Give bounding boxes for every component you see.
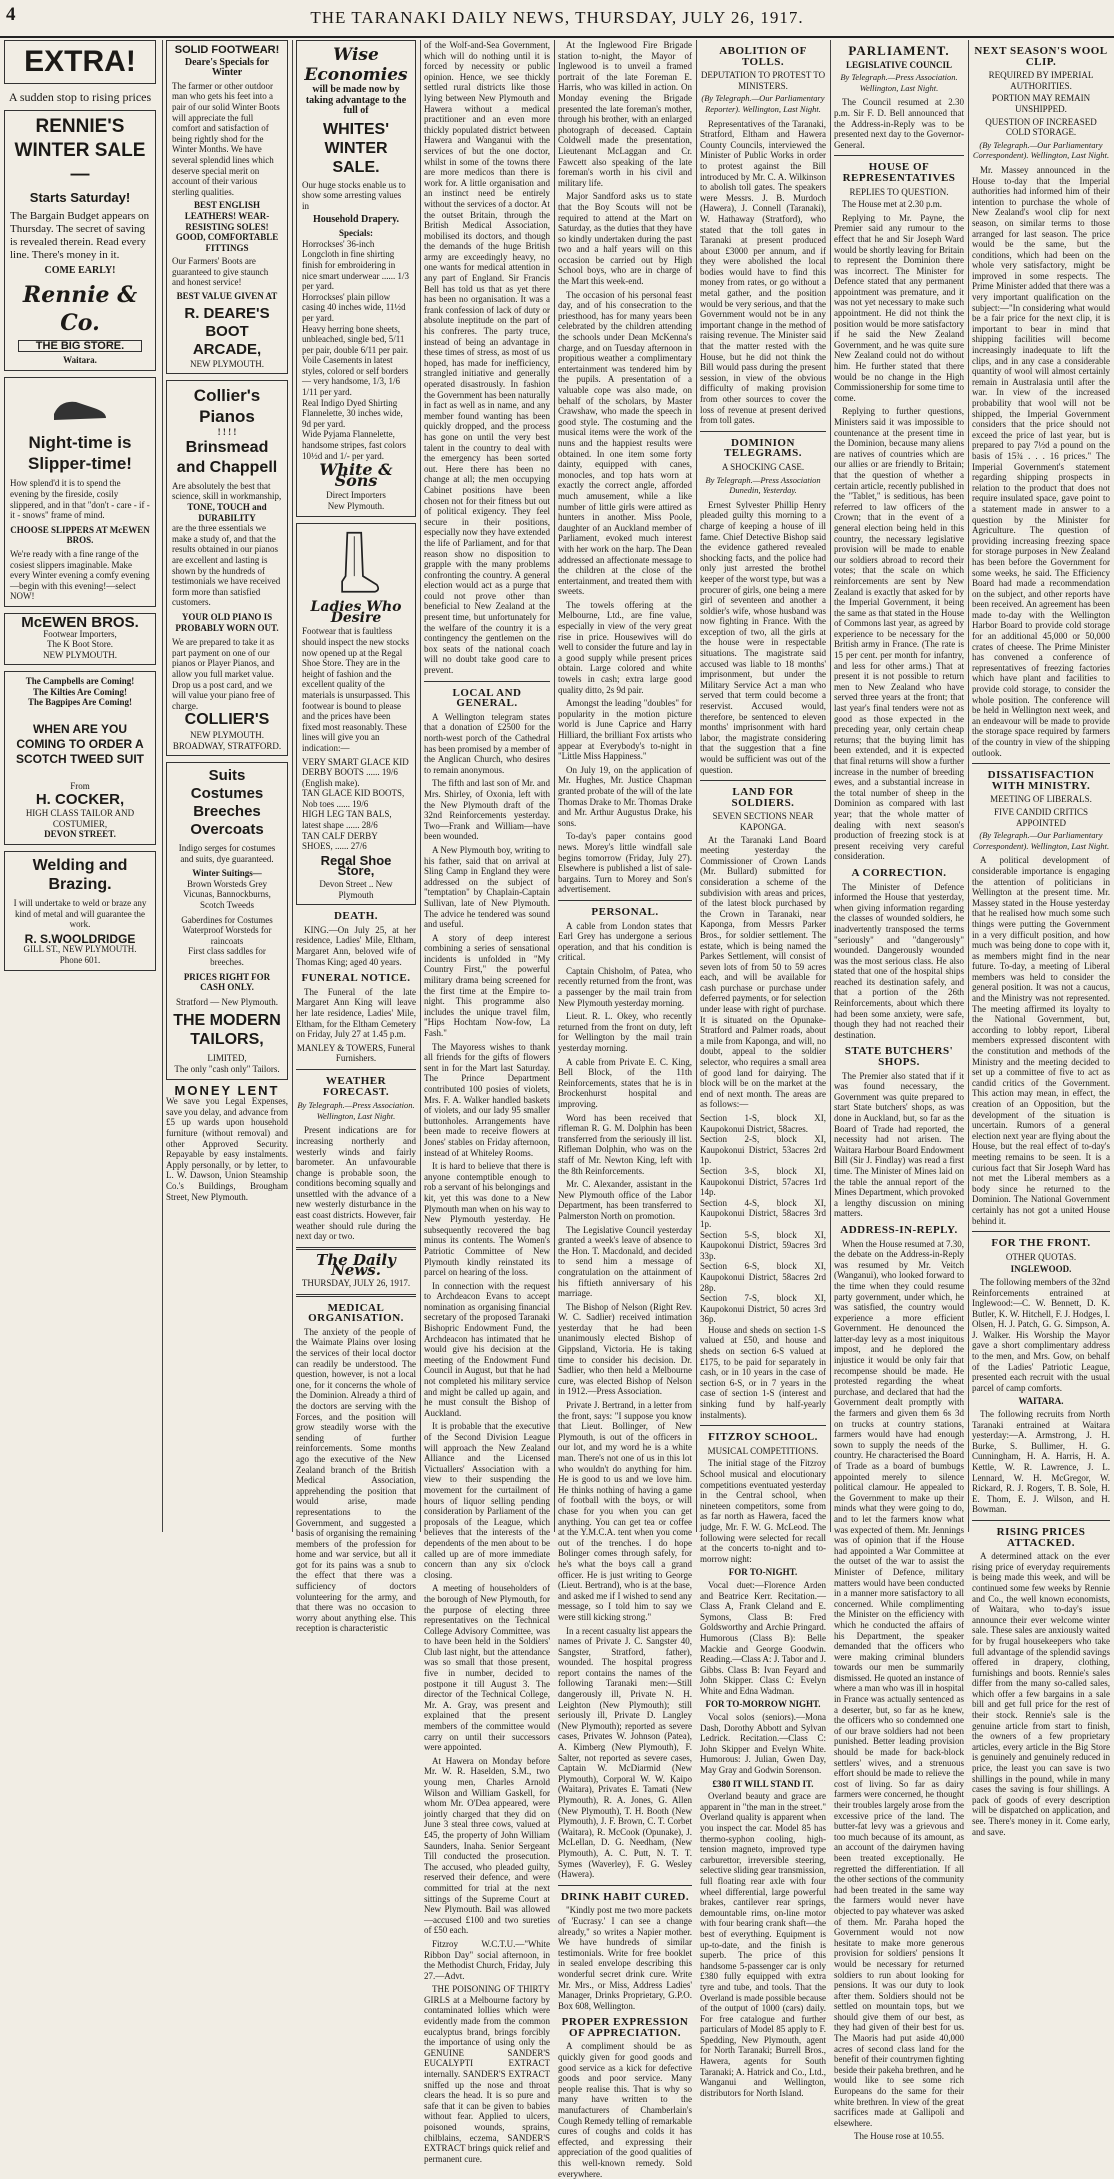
- column-4: of the Wolf-and-Sea Government, which will do nothing until it is forced by necessity or public opinion. Hence, we see thickly settled rural districts like those lying between New Plymouth and Hawera without a medical practitioner and an even more thickly populated district between Hawera and Wanganui with the services of but the one doctor, whilst in some of the towns there are more medicos than there is work for. A little organisation and an instinct need be entirely without the services of a doctor. At the outset Britain, through the British Medical Association, mobilised its doctors, and though the demands of the huge British army are exceedingly heavy, no one wants for medical attention in any part of England. Sir Francis Bell has told us that as yet there has been no organisation. It was a frank confession of lack of duty or absolute ineptitude on the part of his confreres. The party truce, instead of being an advantage in these times of stress, as most of us hoped, has made for inefficiency, strangled initiative and generally operated disastrously. In fashion the Government has been naturally in fact as well as in name, and any member found wanting has been quickly dropped, and the process has gone on until the very best talent in the country to deal with the emergency has been sorted out. Here there has been no change at all; the men occupying Cabinet positions have been chosen not for their fitness but out of political exigency. They feel secure in their positions, especially now they have extended the life of Parliament, and for that reason show no disposition to grapple with the many problems confronting the country. A general election would act as a purge that could not prove other than beneficial to New Zealand at the present time, but unfortunately for the welfare of the country it is a contingency the gentlemen on the box seats of the national coach will no doubt take good care to prevent. LOCAL AND GENERAL. A Wellington telegram states that a donation of £2500 for the north-west porch of the Cathedral has been promised by a member of the Anglican Church, who desires to remain anonymous. The fifth and last son of Mr. and Mrs. Shirley, of Oxonia, left with the New Plymouth draft of the 32nd Reinforcements yesterday. Two—Frank and William—have been wounded. A New Plymouth boy, writing to his father, said that on arrival at Sling Camp in England they were addressed on the subject of "temptation" by Chaplain-Captain Sullivan, late of New Plymouth. The advice he tendered was sound and useful. A story of deep interest combining a series of sensational incidents is unfolded in "My Country First," the powerful military drama being screened for the first time at the Empire to-night. This programme also includes the unique travel film, "Hips Hochtam Now-fow, La Fash." The Mayoress wishes to thank all friends for the gifts of flowers sent in for the Mart last Saturday. The Prince Department contributed 100 posies of violets, Mrs. F. A. Walker handled baskets of violets, and our lady 95 smaller buttonholes. Arrangements have been made to receive flowers at Jones' stables on Friday afternoon, instead of at Whiteley Rooms. It is hard to believe that there is anyone contemptible enough to rob a servant of his belongings and kit, yet this was done to a New Plymouth man when on his way to New Plymouth yesterday. He subsequently recovered the bag minus its contents. The Women's Patriotic Committee of New Plymouth kindly reinstated its parcel on hearing of the loss. In connection with the request to Archdeacon Evans to accept nomination as organising financial secretary of the proposed Taranaki Bishopric Endowment Fund, the Archdeacon has intimated that he would give his decision at the meeting of the Endowment Fund Council in August, but that he had not completed his military service and might be called up again, and he must consult the Bishop of Auckland. It is probable that the executive of the Second Division League will approach the New Zealand Alliance and the Licensed Victuallers' Association with a view to their suspending the movement for the curtailment of hours of liquor selling pending consideration by Parliament of the proposals of the League, which believes that the interests of the dependents of the men about to be called up are of more immediate concern than any six o'clock closing. A meeting of householders of the borough of New Plymouth, for the purpose of electing three representatives on the Technical College Advisory Committee, was to have been held in the Soldiers' Club last night, but the attendance was so small that those present, five in number, decided to postpone it till August 3. The director of the Technical College, Mr. A. Gray, was present and explained that the present members of the committee would carry on until their successors were appointed. At Hawera on Monday before Mr. W. R. Haselden, S.M., two young men, Charles Arnold Wilson and William Gaskell, for whom Mr. O'Dea appeared, were jointly charged that they did on June 3 steal three cows, valued at £45, the property of John William Saunders, Inaha. Senior Sergeant Till conducted the prosecution. The accused, who pleaded guilty, reserved their defence, and were committed for trial at the next sittings of the Supreme Court at New Plymouth. Bail was allowed—accused £100 and two sureties of £50 each. Fitzroy W.C.T.U.—"White Ribbon Day" social afternoon, in the Methodist Church, Friday, July 27.—Advt. THE POISONING OF THIRTY GIRLS at a Melbourne factory by contaminated lollies which were evidently made from the common eucalyptus brand, brings forcibly the importance of using only the GENUINE SANDER'S EUCALYPTI EXTRACT internally. SANDER'S EXTRACT sniffed up the nose and throat clears the head. It is so pure and safe that it can be given to babies without fear. Applied to ulcers, poisoned wounds, sprains, chilblains, eczema, SANDER'S EXTRACT brings quick relief and permanent cure.: [424, 40, 550, 2164]
- slipper-icon: [50, 386, 110, 426]
- paragraph: Fitzroy W.C.T.U.—"White Ribbon Day" social afternoon, in the Methodist Church, Friday, July 27.—Advt.: [424, 1938, 550, 1981]
- paragraph: Captain Chisholm, of Patea, who recently returned from the front, was a passenger by the mail train from New Plymouth yesterday morning.: [558, 965, 692, 1008]
- ad-mcewen: McEWEN BROS. Footwear Importers, The K Boot Store. NEW PLYMOUTH.: [4, 613, 156, 665]
- ad-deare: SOLID FOOTWEAR! Deare's Specials for Winter The farmer or other outdoor man who gets his feet into a pair of our solid Winter Boots will appreciate the full comfort and satisfaction of being rightly shod for the Winter Months. We have several splendid lines which deserve special merit on account of their various sterling qualities. BEST ENGLISH LEATHERS! WEAR-RESISTING SOLES! GOOD, COMFORTABLE FITTINGS Our Farmers' Boots are guaranteed to give staunch and honest service! BEST VALUE GIVEN AT R. DEARE'S BOOT ARCADE, NEW PLYMOUTH.: [166, 40, 288, 374]
- paragraph: Heavy herring bone sheets, unbleached, single bed, 5/11 per pair, double 6/11 per pair.: [302, 323, 409, 355]
- ad-welding: Welding and Brazing. I will undertake to weld or braze any kind of metal and will guarantee the work. R. S.WOOLDRIDGE GILL ST., NEW PLYMOUTH. Phone 601.: [4, 851, 156, 971]
- paragraph: Section 1-S, block XI, Kaupokonui District, 58acres.: [700, 1113, 826, 1134]
- paragraph: A cable from Private E. C. King, Bell Block, of the 11th Reinforcements, states that he is in Brockenhurst hospital and improving.: [558, 1056, 692, 1109]
- paragraph: Word has been received that rifleman R. G. M. Dolphin has been transferred from the seriously ill list. Rifleman Dolphin, who was on the staff of Mr. Newton King, left with the 8th Reinforcements.: [558, 1112, 692, 1176]
- paragraph: A meeting of householders of the borough of New Plymouth, for the purpose of electing three representatives on the Technical College Advisory Committee, was to have been held in the Soldiers' Club last night, but the attendance was so small that those present, five in number, decided to postpone it till August 3. The director of the Technical College, Mr. A. Gray, was present and explained that the present members of the committee would carry on until their successors were appointed.: [424, 1583, 550, 1753]
- paragraph: TAN CALF DERBY SHOES, ...... 27/6: [302, 830, 378, 852]
- paragraph: A cable from London states that Earl Grey has undergone a serious operation, and that his condition is critical.: [558, 920, 692, 963]
- ad-extra: EXTRA!: [4, 40, 156, 84]
- column-7: PARLIAMENT. LEGISLATIVE COUNCIL By Telegraph.—Press Association. Wellington, Last Night. The Council resumed at 2.30 p.m. Sir F. D. Bell announced that the Address-in-Reply was to be presented next day to the Governor-General. HOUSE OF REPRESENTATIVES REPLIES TO QUESTION. The House met at 2.30 p.m. Replying to Mr. Payne, the Premier said any rumour to the effect that he and Sir Joseph Ward would be shortly leaving for Britain to represent the Dominion there was incorrect. The Minister for Defence stated that any permanent appointment was premature, and it was not yet necessary to make such appointment. He did not think the position would be more satisfactory if he said the New Zealand Government, and he was quite sure New Zealand could not do without him. He further stated that there would be no change in the High Commissionership for some time to come. Replying to further questions, Ministers said it was impossible to countenance at the present time in the Dominion, because many aliens are natives of countries which are our allies or are friendly to Britain; that the question of whether a certain article, recently published in the "Tablet," is seditious, has been referred to law officers of the Crown; that in the event of a general election being held in this country, the necessary legislative provision will be made to enable our soldiers abroad to record their votes; that the scale on which reinforcements are sent by New Zealand is exactly that asked for by the Imperial Government, it being the same as that stated in the House of Commons last year, as agreed by experience to be necessary for the British army in France. (The rate is 15 per cent. per month for infantry, and less for other arms.) That at present it is not possible to return men to New Zealand who have served three years at the front; that last year's final tenders were not as good as those expected in the preceding year, only certain cheap returns; that the buying limit has been extended, and it is expected that final returns will show a further increase in the number of breeding ewes, and a substantial increase in the total number of sheep in the Dominion as compared with last year; that the whole matter of dealing with next season's production of freezing stock is at present receiving very careful consideration. A CORRECTION. The Minister of Defence informed the House that yesterday, when giving information regarding the classes of wounded soldiers, he inadvertently transposed the terms "seriously" and "dangerously" wounded. Dangerously wounded was the most serious class. He also stated that one of the hospital ships reached its destination safely, and that a portion of the 26th Reinforcements, about which there had been some anxiety, were safe, though they had not reached their destination. STATE BUTCHERS' SHOPS. The Premier also stated that if it was found necessary, the Government was quite prepared to start State butchers' shops, as was done in Auckland, but, so far as the Board of Trade had reported, the necessity had not arisen. The Waitara Harbour Board Endowment Bill (Sir J. Findlay) was read a first time. The Minister of Mines laid on the table the annual report of the Mines Department, which provoked a lengthy discussion on mining matters. ADDRESS-IN-REPLY. When the House resumed at 7.30, the debate on the Address-in-Reply was resumed by Mr. Veitch (Wanganui), who looked forward to the time when they could resume party government, under which, he was satisfied, the country would experience a more efficient Government. He denounced the latter-day levy as a most iniquitous impost, and he deplored the injustice it would be only fair that recompense should be made. He protested regarding the wheat purchase, and declared that had the Government dealt promptly with the farmers and given them 6s 3d on trucks at country stations, farmers would have had enough sown to supply the needs of the country. He characterised the Board of Trade as a board of bumbugs appointed merely to silence political clamour. He appealed to the Government to make up their minds what they were going to do, and to let the farmers know what was expected of them. Mr. Jennings was of opinion that if the House had appointed a War Committee at the outset of the war to assist the Minister of Defence, military matters would have been conducted in a manner more satisfactory to all concerned. While complimenting the Minister on the efficiency with which he conducted the affairs of his Department, the speaker demanded that the officers who were making criminal blunders towards our men be summarily dismissed. He quoted an instance of where a man who was ill in hospital in France was actually sentenced as a deserter, but, so far as he knew, the officers who so condemned one of our brave soldiers had not been punished. Better leading provision should be made for back-block settlers' wives, and a strenuous effort should be made to relieve the cost of living. So far as dairy farmers were concerned, he thought their troubles largely arose from the excessive price of the land. The butter-fat levy was a grievous and too much because of its amount, as an account of the dairymen having been treated exceptionally. He regretted the differentiation. If all the other sections of the community had been treated in the same way the farmers would never have objected to pay whatever was asked of them. Mr. Paraha hoped the Government would not now hesitate to make more generous provision for soldiers' pensions It would be necessary for returned soldiers to run about looking for pensions. It was our duty to look after them. Soldiers should not be settled on mountain tops, but we should give them of our best, as they had given of their best for us. The Maoris had put aside 40,000 acres of second class land for the benefit of their countrymen fighting beside their pakeha brethren, and he would like to see some rich Europeans do the same for their white brethren. In view of the great sacrifices made at Gallipoli and elsewhere. The House rose at 10.55.: [834, 43, 964, 2142]
- paragraph: It is hard to believe that there is anyone contemptible enough to rob a servant of his belongings and kit, yet this was done to a New Plymouth man when on his way to New Plymouth yesterday. He subsequently recovered the bag minus its contents. The Women's Patriotic Committee of New Plymouth kindly reinstated its parcel on hearing of the loss.: [424, 1161, 550, 1278]
- paragraph: THE POISONING OF THIRTY GIRLS at a Melbourne factory by contaminated lollies which were evidently made from the common eucalyptus brand, brings forcibly the importance of using only the GENUINE SANDER'S EUCALYPTI EXTRACT internally. SANDER'S EXTRACT sniffed up the nose and throat clears the head. It is so pure and safe that it can be given to babies without fear. Applied to ulcers, poisoned wounds, sprains, chilblains, eczema, SANDER'S EXTRACT brings quick relief and permanent cure.: [424, 1984, 550, 2164]
- paragraph: Wide Pyjama Flannelette, handsome stripes, fast colors 10½d and 1/- per yard.: [302, 429, 406, 461]
- ad-whites: Wise Economies will be made now by taking advantage to the full of WHITES' WINTER SALE. Our huge stocks enable us to show some arresting values in Household Drapery. Specials: Horrockses' 36-inch Longcloth in fine shirting finish for embroidering in nice smart underwear ...... 1/3 per yard. Horrockses' plain pillow casing 40 inches wide, 11½d per yard. Heavy herring bone sheets, unbleached, single bed, 5/11 per pair, double 6/11 per pair. Voile Casements in latest styles, colored or self borders — very handsome, 1/3, 1/6 1/11 per yard. Real Indigo Dyed Shirting Flannelette, 30 inches wide, 9d per yard. Wide Pyjama Flannelette, handsome stripes, fast colors 10½d and 1/- per yard. White & Sons Direct Importers New Plymouth.: [296, 40, 416, 517]
- paragraph: Horrockses' 36-inch Longcloth in fine shirting finish for embroidering in nice smart underwear ...... 1/3 per yard.: [302, 238, 409, 292]
- ad-money-lent: MONEY LENT We save you Legal Expenses, save you delay, and advance from £5 up wards upon household furniture (without removal) and other Approved Security. Repayable by easy instalments. Apply personally, or by letter, to L. W. Dawson, Union Steamship Co.'s Buildings, Brougham Street, New Plymouth.: [166, 1082, 288, 1202]
- paragraph: Real Indigo Dyed Shirting Flannelette, 30 inches wide, 9d per yard.: [302, 397, 403, 429]
- column-3: Wise Economies will be made now by taking advantage to the full of WHITES' WINTER SALE. Our huge stocks enable us to show some arresting values in Household Drapery. Specials: Horrockses' 36-inch Longcloth in fine shirting finish for embroidering in nice smart underwear ...... 1/3 per yard. Horrockses' plain pillow casing 40 inches wide, 11½d per yard. Heavy herring bone sheets, unbleached, single bed, 5/11 per pair, double 6/11 per pair. Voile Casements in latest styles, colored or self borders — very handsome, 1/3, 1/6 1/11 per yard. Real Indigo Dyed Shirting Flannelette, 30 inches wide, 9d per yard. Wide Pyjama Flannelette, handsome stripes, fast colors 10½d and 1/- per yard. White & Sons Direct Importers New Plymouth. Ladies Who Desire Footwear that is faultless should inspect the new stocks now opened up at the Regal Shoe Store. They are in the height of fashion and the excellent quality of the materials is unsurpassed. This footwear is bound to please and the prices have been fixed most reasonably. These lines will give you an indication:— VERY SMART GLACE KID DERBY BOOTS ...... 19/6 (English make). TAN GLACE KID BOOTS, Nob toes ...... 19/6 HIGH LEG TAN BALS, latest shape ...... 28/6 TAN CALF DERBY SHOES, ...... 27/6 Regal Shoe Store, Devon Street .. New Plymouth DEATH. KING.—On July 25, at her residence, Ladies' Mile, Eltham, Margaret Ann, beloved wife of Thomas King; aged 40 years. FUNERAL NOTICE. The Funeral of the late Margaret Ann King will leave her late residence, Ladies' Mile, Eltham, for the Eltham Cemetery on Friday, July 27 at 1.45 p.m. MANLEY & TOWERS, Funeral Furnishers. WEATHER FORECAST. By Telegraph.—Press Association. Wellington, Last Night. Present indications are for increasing northerly and westerly winds and fairly barometer. An unfavourable change is probable soon, the conditions becoming squally and unsettled with the advance of a new westerly disturbance in the east coast districts. However, fair weather should rule during the next day or two. The Daily News. THURSDAY, JULY 26, 1917. MEDICAL ORGANISATION. The anxiety of the people of the Waimate Plains over losing the services of their local doctor can readily be understood. The question, however, is not a local one, for it concerns the whole of the Dominion. Already a third of the doctors are serving with the Forces, and the position will grow steadily worse with the sending of further reinforcements. Some months ago the executive of the New Zealand branch of the British Medical Association, apprehending the position that would arise, made representations to the Government, and suggested a basis of organising the remaining members of the profession for home and war service, but all it got for its pains was a snub to the effect that there was a sufficiency of doctors volunteering for the army, and that there was no occasion to worry about anything else. This reception is characteristic: [296, 40, 416, 1530]
- paragraph: Amongst the leading "doubles" for popularity in the motion picture world is June Caprice and Harry Hilliard, the brilliant Fox artists who appear at Everybody's to-night in "Little Miss Happiness.": [558, 698, 692, 762]
- paragraph: It is probable that the executive of the Second Division League will approach the New Zealand Alliance and the Licensed Victuallers' Association with a view to their suspending the movement for the curtailment of hours of liquor selling pending consideration by Parliament of the proposals of the League, which believes that the interests of the dependents of the men about to be called up are of more immediate concern than any six o'clock closing.: [424, 1421, 550, 1580]
- daily-news-nameplate: The Daily News.: [316, 1250, 396, 1280]
- ad-campbells: The Campbells are Coming! The Kilties Are Coming! The Bagpipes Are Coming! WHEN ARE YOU COMING TO ORDER A SCOTCH TWEED SUIT From H. COCKER, HIGH CLASS TAILOR AND COSTUMIER, DEVON STREET.: [4, 671, 156, 845]
- paragraph: The House met at 2.30 p.m.: [842, 199, 942, 210]
- paragraph: A story of deep interest combining a series of sensational incidents is unfolded in "My Country First," the powerful military drama being screened for the first time at the Empire to-night. This programme also includes the unique travel film, "Hips Hochtam Now-fow, La Fash.": [424, 932, 550, 1039]
- rennie-logo: Rennie & Co.: [22, 281, 138, 336]
- ad-collier: Collier's Pianos ! ! ! ! Brinsmead and Chappell Are absolutely the best that science, skill in workmanship, TONE, TOUCH and DURABILITY are the three essentials we make a study of, and that the results obtained in our pianos are excellent and lasting is shown by the hundreds of testimonials we have received form more than satisfied customers. YOUR OLD PIANO IS PROBABLY WORN OUT. We are prepared to take it as part payment on one of our pianos or Player Pianos, and allow you full market value. Drop us a post card, and we will value your piano free of charge. COLLIER'S NEW PLYMOUTH. BROADWAY, STRATFORD.: [166, 380, 288, 756]
- paragraph: Section 7-S, block XI, Kaupokonui District, 50 acres 3rd 36p.: [700, 1293, 826, 1325]
- paragraph: Section 3-S, block XI, Kaupokonui District, 57acres 1rd 14p.: [700, 1165, 826, 1198]
- paragraph: VERY SMART GLACE KID DERBY BOOTS ...... 19/6: [302, 756, 409, 778]
- ad-rennie: RENNIE'S WINTER SALE— Starts Saturday! The Bargain Budget appears on Thursday. The secret of saving is revealed therein. Read every line. There's money in it. COME EARLY! Rennie & Co. THE BIG STORE. Waitara.: [4, 110, 156, 371]
- paragraph: HIGH LEG TAN BALS, latest shape ...... 28/6: [302, 809, 392, 831]
- paragraph: Section 6-S, block XI, Kaupokonui District, 58acres 2rd 28p.: [700, 1261, 826, 1293]
- paragraph: A Wellington telegram states that a donation of £2500 for the north-west porch of the Cathedral has been promised by a member of the Anglican Church, who desires to remain anonymous.: [424, 711, 550, 775]
- paragraph: In a recent casualty list appears the names of Private J. C. Sangster 40, Sangster, Stratford, father), wounded. The hospital progress report contains the names of the following Taranaki men:—Still dangerously ill, Private N. H. Leighton (New Plymouth); still seriously ill, Private D. Langley (New Plymouth); reported as severe cases, Privates W. Johnson (Patea), A. Kimberg (New Plymouth), F. Salter, not reported as severe cases, Captain W. McDiarmid (New Plymouth), Corporal W. W. Kaipo (Waitara), Privates E. Tamati (New Plymouth), R. A. Jones, G. Allen (New Plymouth), T. H. Booth (New Plymouth), J. F. Brown, C. T. Corbet (Waitara), R. McCook (Opunake), J. McLellan, D. G. Needham, (New Plymouth), A. C. Putt, N. T. T. Symes (Waverley), F. G. Wesley (Hawera).: [558, 1625, 692, 1880]
- paragraph: Replying to further questions, Ministers said it was impossible to countenance at the present time in the Dominion, because many aliens are natives of countries which are our allies or are friendly to Britain; that the question of whether a certain article, recently published in the "Tablet," is seditious, has been referred to law officers of the Crown; that in the event of a general election being held in this country, the necessary legislative provision will be made to enable our soldiers abroad to record their votes; that the scale on which reinforcements are sent by New Zealand is exactly that asked for by the Imperial Government, it being the same as that stated in the House of Commons last year, as agreed by experience to be necessary for the British army in France. (The rate is 15 per cent. per month for infantry, and less for other arms.) That at present it is not possible to return men to New Zealand who have served three years at the front; that last year's final tenders were not as good as those expected in the preceding year, only certain cheap returns; that the buying limit has been extended, and it is expected that final returns will show a further increase in the number of breeding ewes, and a substantial increase in the total number of sheep in the Dominion as compared with last year; that the whole matter of dealing with next season's production of freezing stock is at present receiving very careful consideration.: [834, 406, 964, 862]
- paragraph: At Hawera on Monday before Mr. W. R. Haselden, S.M., two young men, Charles Arnold Wilson and William Gaskell, for whom Mr. O'Dea appeared, were jointly charged that they did on June 3 steal three cows, valued at £45, the property of John William Saunders, Inaha. Senior Sergeant Till conducted the prosecution. The accused, who pleaded guilty, reserved their defence, and were committed for trial at the next sittings of the Supreme Court at New Plymouth. Bail was allowed—accused £100 and two sureties of £50 each.: [424, 1755, 550, 1936]
- paragraph: Private J. Bertrand, in a letter from the front, says: "I suppose you know that Lieut. Bollinger, of New Plymouth, is out of the officers in our lot, and my word he is a white man. There's not one of us in this lot who wouldn't do anything for him. He is good to us and we love him. He thinks nothing of having a game of football with the boys, or will chase for you when you can get anything. You can get tea or coffee at the Y.M.C.A. tent when you come out of the trenches. I do hope Bolinger comes through safely, for he's what the boys call a grand officer. He is just writing to George (Lieut. Bertrand), who is at the base, and asked me if I wished to send any message, so I told him to say we were still kicking strong.": [558, 1400, 692, 1622]
- masthead: [0, 0, 1114, 38]
- paragraph: The Bishop of Nelson (Right Rev. W. C. Sadlier) received intimation yesterday that he had been unanimously elected Bishop of Gippsland, Victoria. He is taking time to consider his decision. Dr. Sadlier, who then held a Melbourne cure, was elected Bishop of Nelson in 1912.—Press Association.: [558, 1301, 692, 1397]
- paragraph: The Legislative Council yesterday granted a week's leave of absence to the Hon. T. Macdonald, and decided to send him a message of congratulation on the attainment of his fiftieth anniversary of his marriage.: [558, 1224, 692, 1299]
- paragraph: The occasion of his personal feast day, and of his consecration to the priesthood, has for many years been celebrated by the children attending the schools under Dean McKenna's charge, and on Tuesday afternoon in propitious weather a complimentary entertainment was tendered him by the pupils. A presentation of a valuable cope was also made, on behalf of the scholars, by Master Crawshaw, who made the speech in good style. The costuming and the musical items were the work of the nuns and the happiest results were obtained. In one item some forty dainty, equipped with canes, monocles, and top hats worn at exactly the correct angle, afforded much amusement, while a like number of little girls were attired as hunters in another. Miss Poole, daughter of an Auckland member of Parliament, evoked much interest with her work on the harp. The Dean addressed an affectionate message to the children at the close of the entertainment, and treated them with sweets.: [558, 289, 692, 597]
- paragraph: To-day's paper contains good news. Morey's little windfall sale begins tomorrow (Friday, July 27). Elsewhere is published a list of sale-bargains. Turn to Morey and Son's advertisement.: [558, 831, 692, 895]
- paragraph: Section 4-S, block XI, Kaupokonui District, 58acres 3rd 1p.: [700, 1197, 826, 1229]
- paragraph: In connection with the request to Archdeacon Evans to accept nomination as organising financial secretary of the proposed Taranaki Bishopric Endowment Fund, the Archdeacon has intimated that he would give his decision at the meeting of the Endowment Fund Council in August, but that he had not completed his military service and might be called up again, and he must consult the Bishop of Auckland.: [424, 1280, 550, 1418]
- paragraph: The fifth and last son of Mr. and Mrs. Shirley, of Oxonia, left with the New Plymouth draft of the 32nd Reinforcements yesterday. Two—Frank and William—have been wounded.: [424, 778, 550, 842]
- paragraph: At the Inglewood Fire Brigade station to-night, the Mayor of Inglewood is to unveil a framed portrait of the late Foreman E. Harris, who was killed in action. On Monday evening the Brigade presented the late foreman's mother, through his brother, with an enlarged photograph of deceased. Captain Coldwell made the presentation, Lieutenant McLaggan and Cr. Fawcett also speaking of the late foreman's worth in his civil and military life.: [558, 40, 692, 188]
- column-5: At the Inglewood Fire Brigade station to-night, the Mayor of Inglewood is to unveil a framed portrait of the late Foreman E. Harris, who was killed in action. On Monday evening the Brigade presented the late foreman's mother, through his brother, with an enlarged photograph of deceased. Captain Coldwell made the presentation, Lieutenant McLaggan and Cr. Fawcett also speaking of the late foreman's worth in his civil and military life. Major Sandford asks us to state that the Boy Scouts will not be required to attend at the Mart on Saturday, as the duties that they have so kindly undertaken during the past two and a half years will on this occasion be carried out by High School boys, who are in charge of the Mart this week-end. The occasion of his personal feast day, and of his consecration to the priesthood, has for many years been celebrated by the children attending the schools under Dean McKenna's charge, and on Tuesday afternoon in propitious weather a complimentary entertainment was tendered him by the pupils. A presentation of a valuable cope was also made, on behalf of the scholars, by Master Crawshaw, who made the speech in good style. The costuming and the musical items were the work of the nuns and the happiest results were obtained. In one item some forty dainty, equipped with canes, monocles, and top hats worn at exactly the correct angle, afforded much amusement, while a like number of little girls were attired as hunters in another. Miss Poole, daughter of an Auckland member of Parliament, evoked much interest with her work on the harp. The Dean addressed an affectionate message to the children at the close of the entertainment, and treated them with sweets. The towels offering at the Melbourne, Ltd., are fine value, especially in view of the very great rise in price. Housewives will do well to consider the future and lay in a good supply while present prices obtain. Large colored and white towels in cash; extra large good quality ditto, 2s 9d pair. Amongst the leading "doubles" for popularity in the motion picture world is June Caprice and Harry Hilliard, the brilliant Fox artists who appear at Everybody's to-night in "Little Miss Happiness." On July 19, on the application of Mr. Hughes, Mr. Justice Chapman granted probate of the will of the late Thomas Drake to Mr. Thomas Drake and Mr. Arthur Augustus Drake, his sons. To-day's paper contains good news. Morey's little windfall sale begins tomorrow (Friday, July 27). Elsewhere is published a list of sale-bargains. Turn to Morey and Son's advertisement. PERSONAL. A cable from London states that Earl Grey has undergone a serious operation, and that his condition is critical. Captain Chisholm, of Patea, who recently returned from the front, was a passenger by the mail train from New Plymouth yesterday morning. Lieut. R. L. Okey, who recently returned from the front on duty, left for Wellington by the mail train yesterday morning. A cable from Private E. C. King, Bell Block, of the 11th Reinforcements, states that he is in Brockenhurst hospital and improving. Word has been received that rifleman R. G. M. Dolphin has been transferred from the seriously ill list. Rifleman Dolphin, who was on the staff of Mr. Newton King, left with the 8th Reinforcements. Mr. C. Alexander, assistant in the New Plymouth office of the Labor Department, has been transferred to Palmerston North on promotion. The Legislative Council yesterday granted a week's leave of absence to the Hon. T. Macdonald, and decided to send him a message of congratulation on the attainment of his fiftieth anniversary of his marriage. The Bishop of Nelson (Right Rev. W. C. Sadlier) received intimation yesterday that he had been unanimously elected Bishop of Gippsland, Victoria. He is taking time to consider his decision. Dr. Sadlier, who then held a Melbourne cure, was elected Bishop of Nelson in 1912.—Press Association. Private J. Bertrand, in a letter from the front, says: "I suppose you know that Lieut. Bollinger, of New Plymouth, is out of the officers in our lot, and my word he is a white man. There's not one of us in this lot who wouldn't do anything for him. He is good to us and we love him. He thinks nothing of having a game of football with the boys, or will chase for you when you can get anything. You can get tea or coffee at the Y.M.C.A. tent when you come out of the trenches. I do hope Bolinger comes through safely, for he's what the boys call a grand officer. He is just writing to George (Lieut. Bertrand), who is at the base, and asked me if I wished to send any message, so I told him to say we were still kicking strong." In a recent casualty list appears the names of Private J. C. Sangster 40, Sangster, Stratford, father), wounded. The hospital progress report contains the names of the following Taranaki men:—Still dangerously ill, Private N. H. Leighton (New Plymouth); still seriously ill, Private D. Langley (New Plymouth); reported as severe cases, Privates W. Johnson (Patea), A. Kimberg (New Plymouth), F. Salter, not reported as severe cases, Captain W. McDiarmid (New Plymouth), Corporal W. W. Kaipo (Waitara), Privates E. Tamati (New Plymouth), R. A. Jones, G. Allen (New Plymouth), T. H. Booth (New Plymouth), J. F. Brown, C. T. Corbet (Waitara), R. McCook (Opunake), J. McLellan, D. G. Needham, (New Plymouth), A. C. Putt, N. T. T. Symes (Waverley), F. G. Wesley (Hawera). DRINK HABIT CURED. "Kindly post me two more packets of 'Eucrasy.' I can see a change already," so writes a Napier mother. We have hundreds of similar testimonials. Write for free booklet in sealed envelope describing this wonderful secret drink cure. Write Mr. Mrs., or Miss, Address Ladies' Manager, Drinks Proprietary, G.P.O. Box 608, Wellington. PROPER EXPRESSION OF APPRECIATION. A compliment should be as quickly given for good goods and good service as a kick for defective goods and poor service. Many people realise this. That is why so many have written to the manufacturers of Chamberlain's Cough Remedy telling of remarkable cures of coughs and colds it has effected, and expressing their appreciation of the good qualities of this well-known remedy. Sold everywhere.: [558, 40, 692, 2179]
- column-2-ads: [166, 40, 288, 1530]
- ad-slippers: Night-time is Slipper-time! How splend'd it is to spend the evening by the fireside, cosily slippered, and in that "don't - care - if - it - snows" frame of mind. CHOOSE SLIPPERS AT McEWEN BROS. We're ready with a fine range of the cosiest slippers imaginable. Make every Winter evening a comfy evening—begin with this evening!—select NOW!: [4, 377, 156, 607]
- column-1-ads: EXTRA! A sudden stop to rising prices RENNIE'S WINTER SALE— Starts Saturday! The Bargain Budget appears on Thursday. The secret of saving is revealed therein. Read every line. There's money in it. COME EARLY! Rennie & Co. THE BIG STORE. Waitara. Night-time is Slipper-time! How splend'd it is to spend the evening by the fireside, cosily slippered, and in that "don't - care - if - it - snows" frame of mind. CHOOSE SLIPPERS AT McEWEN BROS. We're ready with a fine range of the cosiest slippers imaginable. Make every Winter evening a comfy evening—begin with this evening!—select NOW! McEWEN BROS. Footwear Importers, The K Boot Store. NEW PLYMOUTH. The Campbells are Coming! The Kilties Are Coming! The Bagpipes Are Coming! WHEN ARE YOU COMING TO ORDER A SCOTCH TWEED SUIT From H. COCKER, HIGH CLASS TAILOR AND COSTUMIER, DEVON STREET. Welding and Brazing. I will undertake to weld or braze any kind of metal and will guarantee the work. R. S.WOOLDRIDGE GILL ST., NEW PLYMOUTH. Phone 601.: [4, 40, 156, 1530]
- paragraph: The Mayoress wishes to thank all friends for the gifts of flowers sent in for the Mart last Saturday. The Prince Department contributed 100 posies of violets, Mrs. F. A. Walker handled baskets of violets, and our lady 95 smaller buttonholes. Arrangements have been made to receive flowers at Jones' stables on Friday afternoon, instead of at Whiteley Rooms.: [424, 1041, 550, 1158]
- paragraph: Replying to Mr. Payne, the Premier said any rumour to the effect that he and Sir Joseph Ward would be shortly leaving for Britain to represent the Dominion there was incorrect. The Minister for Defence stated that any permanent appointment was premature, and it was not yet necessary to make such appointment. He did not think the position would be more satisfactory if he said the New Zealand Government, and he was quite sure New Zealand could not do without him. He further stated that there would be no change in the High Commissionership for some time to come.: [834, 212, 964, 403]
- ad-regal: Ladies Who Desire Footwear that is faultless should inspect the new stocks now opened up at the Regal Shoe Store. They are in the height of fashion and the excellent quality of the materials is unsurpassed. This footwear is bound to please and the prices have been fixed most reasonably. These lines will give you an indication:— VERY SMART GLACE KID DERBY BOOTS ...... 19/6 (English make). TAN GLACE KID BOOTS, Nob toes ...... 19/6 HIGH LEG TAN BALS, latest shape ...... 28/6 TAN CALF DERBY SHOES, ...... 27/6 Regal Shoe Store, Devon Street .. New Plymouth: [296, 523, 416, 906]
- column-6: ABOLITION OF TOLLS. DEPUTATION TO PROTEST TO MINISTERS. (By Telegraph.—Our Parliamentary Reporter). Wellington, Last Night. Representatives of the Taranaki, Stratford, Eltham and Hawera County Councils, interviewed the Minister of Public Works in order to protest against the Bill introduced by Mr. C. A. Wilkinson to abolish toll gates. The speakers were Messrs. J. B. Murdoch (Hawera), J. Connell (Taranaki), W. Hathaway (Stratford), who stated that the toll gates in Taranaki at present produced about £3000 per annum, and if they were abolished the local bodies would have to find this money from rates, or go without a metal gather, and the position would be very serious, and that the Government would not be in any important change in the method of raising revenue. The Minister said that the matter rested with the House, but he did not think the Bill would pass during the present session, in view of the obvious difficulty of making provision from other sources to cover the loss of revenue at present derived from toll gates. DOMINION TELEGRAMS. A SHOCKING CASE. By Telegraph.—Press Association Dunedin, Yesterday. Ernest Sylvester Phillip Henry pleaded guilty this morning to a charge of keeping a house of ill fame. Chief Detective Bishop said the evidence gathered revealed shocking facts, and the police had only just arrested the brothel keeper of the worst type, but was a procurer of girls, one being a mere girl of seventeen and another a soldier's wife, whose husband was now fighting in France. With the exception of two, all the girls at the house were in respectable situations. The magistrate said accused was liable to 18 months' imprisonment, but under the Military Service Act a man who served that term could become a reservist. Accused would, therefore, be sentenced to eleven months' imprisonment with hard labor, the magistrate considering that the suggestion that a fine would be sufficient was out of the question. LAND FOR SOLDIERS. SEVEN SECTIONS NEAR KAPONGA. At the Taranaki Land Board meeting yesterday the Commissioner of Crown Lands (Mr. Bullard) submitted for consideration a scheme of the subdivision with areas and prices, of the latest block purchased by the Crown in Taranaki, near Kaponga, from Messrs Parker Bros., for soldier settlement. The estate, which is being named the Parkes Settlement, will consist of seven lots of from 50 to 59 acres each, and will be available for cash purchase or purchase under deferred payments, or for selection under lease with right of purchase. It is situated on the Opunake-Stratford and Palmer roads, about a mile from Kaponga, and will, no doubt, appeal to the soldier selector, who requires a small area of good land for dairying. The block will be on the market at the end of next month. The areas are as follows:— Section 1-S, block XI, Kaupokonui District, 58acres. Section 2-S, block XI, Kaupokonui District, 53acres 2rd 1p. Section 3-S, block XI, Kaupokonui District, 57acres 1rd 14p. Section 4-S, block XI, Kaupokonui District, 58acres 3rd 1p. Section 5-S, block XI, Kaupokonui District, 59acres 3rd 33p. Section 6-S, block XI, Kaupokonui District, 58acres 2rd 28p. Section 7-S, block XI, Kaupokonui District, 50 acres 3rd 36p. House and sheds on section 1-S valued at £50, and house and sheds on section 6-S valued at £175, to be paid for separately in cash, or in 10 years in the case of section 6-S, or in 7 years in the case of section 1-S (interest and sinking fund by half-yearly instalments). FITZROY SCHOOL. MUSICAL COMPETITIONS. The initial stage of the Fitzroy School musical and elocutionary competitions eventuated yesterday in the Central school, when nineteen competitors, some from as far north as Hawera, faced the judge, Mr. F. W. G. McLeod. The following were selected for recall at the concerts to-night and to-morrow night: FOR TO-NIGHT. Vocal duet:—Florence Arden and Beatrice Kerr. Recitation.—Class A, Frank Cleland and E. Symons, Class B: Fred Goldsworthy and Archie Pringard. Humorous (Class B): Belle Mackie and George Goodwin. Reading.—Class A: J. Tabor and J. Gibbs. Class B: Ivan Feyard and John Skipper. Class C: Evelyn White and Edna Wadman. FOR TO-MORROW NIGHT. Vocal solos (seniors).—Mona Dash, Dorothy Abbott and Sylvan Ledrick. Recitation.—Class C: John Skipper and Evelyn White. Humorous: J. Julian, Gwen Day, May Gray and Godwin Sorenson. £380 IT WILL STAND IT. Overland beauty and grace are apparent in "the man in the street." Overland quality is apparent when you inspect the car. Model 85 has thermo-syphon cooling, high-tension magneto, improved type carburettor, irreversible steering, selective sliding gear transmission, full floating rear axle with four wheel differential, large powerful brakes, cantilever rear springs, demountable rims, on-line motor with four bearing crank shaft—the best of everything. Equipment is up-to-date, and the finish is superb. The price of this handsome 5-passenger car is only £380 fully equipped with extra tyre and tube, and tools. That the Overland is made possible because of the output of 1000 (cars) daily. For free catalogue and further particulars of Model 85 apply to F. Spedding, New Plymouth, agent for North Taranaki; Burrell Bros., Hawera, agents for South Taranaki; A. Hatrick and Co., Ltd., Wanganui and Wellington, distributors for North Island.: [700, 45, 826, 2098]
- page-number: 4: [6, 4, 16, 25]
- paragraph: Lieut. R. L. Okey, who recently returned from the front on duty, left for Wellington by the mail train yesterday morning.: [558, 1011, 692, 1054]
- paragraph: Horrockses' plain pillow casing 40 inches wide, 11½d per yard.: [302, 291, 406, 323]
- ladies-boot-icon: [330, 528, 382, 600]
- paragraph: Voile Casements in latest styles, colored or self borders — very handsome, 1/3, 1/6 1/11 per yard.: [302, 355, 409, 398]
- paragraph: TAN GLACE KID BOOTS, Nob toes ...... 19/6: [302, 788, 405, 809]
- paragraph: On July 19, on the application of Mr. Hughes, Mr. Justice Chapman granted probate of the will of the late Thomas Drake to Mr. Thomas Drake and Mr. Arthur Augustus Drake, his sons.: [558, 764, 692, 828]
- paragraph: Mr. C. Alexander, assistant in the New Plymouth office of the Labor Department, has been transferred to Palmerston North on promotion.: [558, 1179, 692, 1221]
- column-8: NEXT SEASON'S WOOL CLIP. REQUIRED BY IMPERIAL AUTHORITIES. PORTION MAY REMAIN UNSHIPPED. QUESTION OF INCREASED COLD STORAGE. (By Telegraph.—Our Parliamentary Correspondent). Wellington, Last Night. Mr. Massey announced in the House to-day that the Imperial authorities had informed him of their intention to purchase the whole of New Zealand's wool clip for next season, on similar terms to those arranged for last season. The price would be the same, but the conditions, which had been on the whole very satisfactory, might be improved in some respects. The Prime Minister added that there was a very important qualification on the subject:—"In considering what would be a fair price for the next clip, it is important to bear in mind that shipping facilities will become increasingly inadequate to lift the clips, and in any case a considerable quantity of wool will almost certainly remain in Australasia until after the war. In view of the increased probability that wool will not be shipped, the Imperial Government considers that the price should not exceed the price of last year, but is prepared to pay 7½d a pound on the basis of 15¾ . . . 16 prices." The Imperial Government's statement regarding shipping prospects in relation to the product that does not require insulated space, gave point to a statement made in answer to a question by the Minister for Agriculture. The question of providing increasing freezing space for storage purposes in New Zealand has been before the Government for some weeks, he said. The Efficiency Board had made a recommendation on the subject, and other reports have been received. An agreement has been made to-day with the Wellington Harbor Board to provide cold storage for an additional 45,000 or 50,000 crates of cheese. The Prime Minister has convened a conference of representatives of freezing factories which have plant and facilities to provide cold storage, to consider the whole position. The conference will be held in Wellington next week, and an endeavour will be made to provide the storage space required by farmers of the country in view of the shipping outlook. DISSATISFACTION WITH MINISTRY. MEETING OF LIBERALS. FIVE CANDID CRITICS APPOINTED (By Telegraph.—Our Parliamentary Correspondent). Wellington, Last Night. A political development of considerable importance is engaging the attention of politicians in Wellington at the present time. Mr. Massey stated in the House yesterday that he realised how much some such things were putting the Government in a very difficult position, and how much was being done to cope with it, as members might find in the near future. To-day, a meeting of Liberal members was held to consider the general position. It was not a caucus, and the Ministry was not represented. The meeting affirmed its loyalty to the National Government, but, according to lobby report, Liberal members expressed discontent with the constitution and methods of the Ministry and the meeting decided to set up a committee of five to act as candid critics of the Government. This action may mean, in effect, the creation of an Opposition, but the development of the situation is uncertain. Rumors of a general election next year are flying about the House, but the real effect of to-day's meeting remains to be seen. It is a curious fact that Sir Joseph Ward has not met the Liberal members as a body since he returned to the Dominion. The National Government certainly has not got a united House behind it. FOR THE FRONT. OTHER QUOTAS. INGLEWOOD. The following members of the 32nd Reinforcements entrained at Inglewood:—C. W. Bennett, D. K. Butler, K. W. Hitchell, F. J. Hodges, I. Olsen, H. J. Patch, G. G. Simpson, A. J. Walker. His Worship the Mayor gave a short complimentary address to the men, and Mrs. Gow, on behalf of the Ladies' Patriotic League, presented each recruit with the usual parcel of camp comforts. WAITARA. The following recruits from North Taranaki entrained at Waitara yesterday:—A. Armstrong, J. H. Burke, S. Bullimer, H. G. Cunningham, H. A. Harris, H. A. Kettle, W. R. Lawrence, J. L. Lennard, W. H. McGregor, W. Rickard, R. J. Rogers, T. B. Sole, H. E. Thom, E. J. Wilson, and H. Bowman. RISING PRICES ATTACKED. A determined attack on the ever rising price of everyday requirements is being made this week, and will be continued some few weeks by Rennie and Co., the well known economists, of Waitara, who to-day's issue announce their ever welcome winter sale. These sales are anxiously waited for by frugal housekeepers who take full advantage of the splendid savings offered in drapery, clothing, furnishings and boots. Rennie's sales differ from the many so-called sales, which offer a few bargains in a sale bill and get full price for the rest of their stock. Rennie's sale is the genuine article from start to finish, the owners of a few proprietary articles, every article in the Big Store is genuinely and genuinely reduced in price, the least you can save is two shillings in the pound, while in many cases the saving is four shillings. A pack of goods of every description will be dispatched on application, and see. There's money in it. Come early, and save.: [972, 45, 1110, 1837]
- paragraph: Section 2-S, block XI, Kaupokonui District, 53acres 2rd 1p.: [700, 1134, 826, 1166]
- paragraph: (English make).: [302, 777, 360, 788]
- newspaper-title: THE TARANAKI DAILY NEWS, THURSDAY, JULY 26, 1917.: [310, 8, 804, 27]
- paragraph: Section 5-S, block XI, Kaupokonui District, 59acres 3rd 33p.: [700, 1229, 826, 1261]
- paragraph: A New Plymouth boy, writing to his father, said that on arrival at Sling Camp in England they were addressed on the subject of "temptation" by Chaplain-Captain Sullivan, late of New Plymouth. The advice he tendered was sound and useful.: [424, 844, 550, 930]
- paragraph: The towels offering at the Melbourne, Ltd., are fine value, especially in view of the very great rise in price. Housewives will do well to consider the future and lay in a good supply while present prices obtain. Large colored and white towels in cash; extra large good quality ditto, 2s 9d pair.: [558, 599, 692, 695]
- ad-modern-tailors: Suits Costumes Breeches Overcoats Indigo serges for costumes and suits, dye guaranteed. Winter Suitings— Brown Worsteds Grey Vicunas, Bannockburns, Scotch Tweeds Gaberdines for Costumes Waterproof Worsteds for raincoats First class saddles for breeches. PRICES RIGHT FOR CASH ONLY. Stratford — New Plymouth. THE MODERN TAILORS, LIMITED, The only "cash only" Tailors.: [166, 762, 288, 1080]
- paragraph: Major Sandford asks us to state that the Boy Scouts will not be required to attend at the Mart on Saturday, as the duties that they have so kindly undertaken during the past two and a half years will on this occasion be carried out by High School boys, who are in charge of the Mart this week-end.: [558, 191, 692, 287]
